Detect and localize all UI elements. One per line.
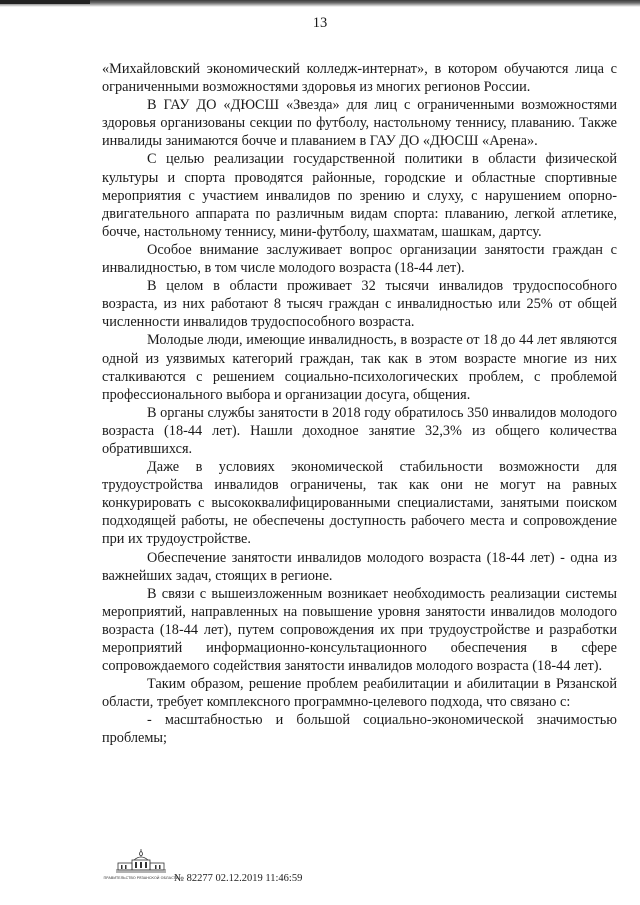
paragraph: Обеспечение занятости инвалидов молодого возраста (18-44 лет) - одна из важнейших задач, стоящих в регионе.	[102, 549, 617, 584]
stamp-number-date: № 82277 02.12.2019 11:46:59	[174, 873, 303, 884]
scan-top-left-edge	[0, 0, 90, 4]
list-item: - масштабностью и большой социально-экономической значимостью проблемы;	[102, 712, 617, 747]
page-number: 13	[312, 15, 328, 31]
paragraph: В органы службы занятости в 2018 году обратилось 350 инвалидов молодого возраста (18-44 лет). Нашли доходное занятие 32,3% из общего количества обратившихся.	[102, 404, 617, 457]
stamp-logo-caption: ПРАВИТЕЛЬСТВО РЯЗАНСКОЙ ОБЛАСТИ	[103, 876, 179, 880]
paragraph: В связи с вышеизложенным возникает необходимость реализации системы мероприятий, направленных на повышение уровня занятости инвалидов молодого возраста (18-44 лет), путем сопровождения их при трудоустройстве и разработки мероприятий информационно-консультационного обеспечения в сфере сопровождаемого содействия занятости инвалидов молодого возраста (18-44 лет).	[102, 585, 617, 675]
paragraph: В ГАУ ДО «ДЮСШ «Звезда» для лиц с ограниченными возможностями здоровья организованы секции по футболу, настольному теннису, плаванию. Также инвалиды занимаются бочче и плаванием в ГАУ ДО «ДЮСШ «Арена».	[102, 97, 617, 150]
document-body	[102, 60, 617, 748]
paragraph: Таким образом, решение проблем реабилитации и абилитации в Рязанской области, требует комплексного программно-целевого подхода, что связано с:	[102, 676, 617, 711]
scan-top-edge	[0, 0, 640, 7]
paragraph: В целом в области проживает 32 тысячи инвалидов трудоспособного возраста, из них работают 8 тысяч граждан с инвалидностью или 25% от общей численности инвалидов трудоспособного возраста.	[102, 278, 617, 331]
paragraph: Особое внимание заслуживает вопрос организации занятости граждан с инвалидностью, в том числе молодого возраста (18-44 лет).	[102, 241, 617, 277]
paragraph: «Михайловский экономический колледж-интернат», в котором обучаются лица с ограниченными возможностями здоровья из многих регионов России.	[102, 61, 617, 96]
paragraph: Даже в условиях экономической стабильности возможности для трудоустройства инвалидов ограничены, так как они не могут на равных конкурировать с высококвалифицированными специалистами, занятыми поиском подходящей работы, не обеспечены доступность рабочего места и сопровождение при их трудоустройстве.	[102, 459, 617, 548]
registration-stamp	[103, 848, 412, 888]
paragraph: Молодые люди, имеющие инвалидность, в возрасте от 18 до 44 лет являются одной из уязвимых категорий граждан, так как в этом возрасте многие из них сталкиваются с решением социально-психологических проблем, с проблемой профессионального выбора и организации досуга, общения.	[102, 332, 617, 403]
paragraph: С целью реализации государственной политики в области физической культуры и спорта проводятся районные, городские и областные спортивные мероприятия с участием инвалидов по зрению и слуху, с нарушением опорно-двигательного аппарата по различным видам спорта: плаванию, легкой атлетике, бочче, настольному теннису, мини-футболу, шахматам, шашкам, дартсу.	[102, 151, 617, 240]
government-building-logo	[103, 848, 179, 882]
